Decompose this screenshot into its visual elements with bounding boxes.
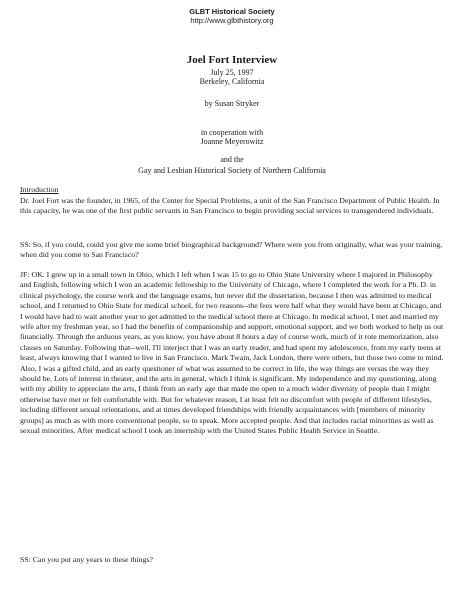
document-title: Joel Fort Interview	[186, 54, 278, 66]
cooperator-name: Joanne Meyerowitz	[200, 137, 264, 146]
interview-place: Berkeley, California	[199, 77, 265, 86]
organization-url[interactable]: http://www.glbthistory.org	[190, 16, 274, 25]
answer-paragraph: JF: OK. I grew up in a small town in Ohio, which I left when I was 15 to go to Ohio State University where I majored in Philosophy and English, following which I won an academic fellowship to the University of Chicago, where I completed the work for a Ph. D. in clinical psychology, the course work and the language exams, but never did the dissertation, because I then was admitted to medical school, and I returned to Ohio State for medical school, for two reasons--the fees were half what they would have been at Chicago, and I would have had to wait another year to get admitted to the medical school there at Chicago. In medical school, I met and married my wife after my freshman year, so I had the benefits of companionship and support, emotional support, and we both worked to help us out financially. Through the arduous years, as you know, you have about 8 hours a day of course work, much of it rote memorization, also classes on Saturday. Following that--well, I'll interject that I was an early reader, and had spent my adolescence, from my early teens at least, always knowing that I wanted to live in San Francisco. Mark Twain, Jack London, there were others, but those two come to mind. Also, I was a gifted child, and an early questioner of what was assumed to be correct in life, the way things are versus the way they should be. Lots of interest in theater, and the arts in general, which I think is significant. My independence and my questioning, along with my ability to appreciate the arts, I think from an early age that made me open to a much wider diversity of people than I might otherwise have met or felt comfortable with. But for whatever reason, I at least felt no discomfort with people of different lifestyles, including different sexual orientations, and at times developed friendships with friendly acquaintances with [members of minority groups] as much as with more conventional people, so to speak. More accepted people. And that includes racial minorities as well as sexual minorities. After medical school I took an internship with the United States Public Health Service in Seattle.	[20, 270, 444, 436]
society-name: Gay and Lesbian Historical Society of Northern California	[138, 166, 326, 175]
page-header	[0, 7, 464, 25]
interview-date: July 25, 1997	[210, 68, 254, 77]
question-paragraph-2: SS: Can you put any years to these things?	[20, 555, 153, 564]
introduction-heading: Introduction	[20, 185, 59, 194]
author-line: by Susan Stryker	[204, 99, 260, 108]
cooperation-line: in cooperation with	[200, 128, 264, 137]
introduction-paragraph: Dr. Joel Fort was the founder, in 1965, of the Center for Special Problems, a unit of the San Francisco Department of Public Health. In this capacity, he was one of the first public servants in San Francisco to begin providing social services to transgendered individuals.	[20, 196, 440, 216]
organization-name: GLBT Historical Society	[189, 7, 275, 16]
and-line: and the	[220, 155, 244, 164]
question-paragraph: SS: So, if you could, could you give me some brief biographical background? Where were you from originally, what was your training, when did you come to San Francisco?	[20, 240, 443, 260]
